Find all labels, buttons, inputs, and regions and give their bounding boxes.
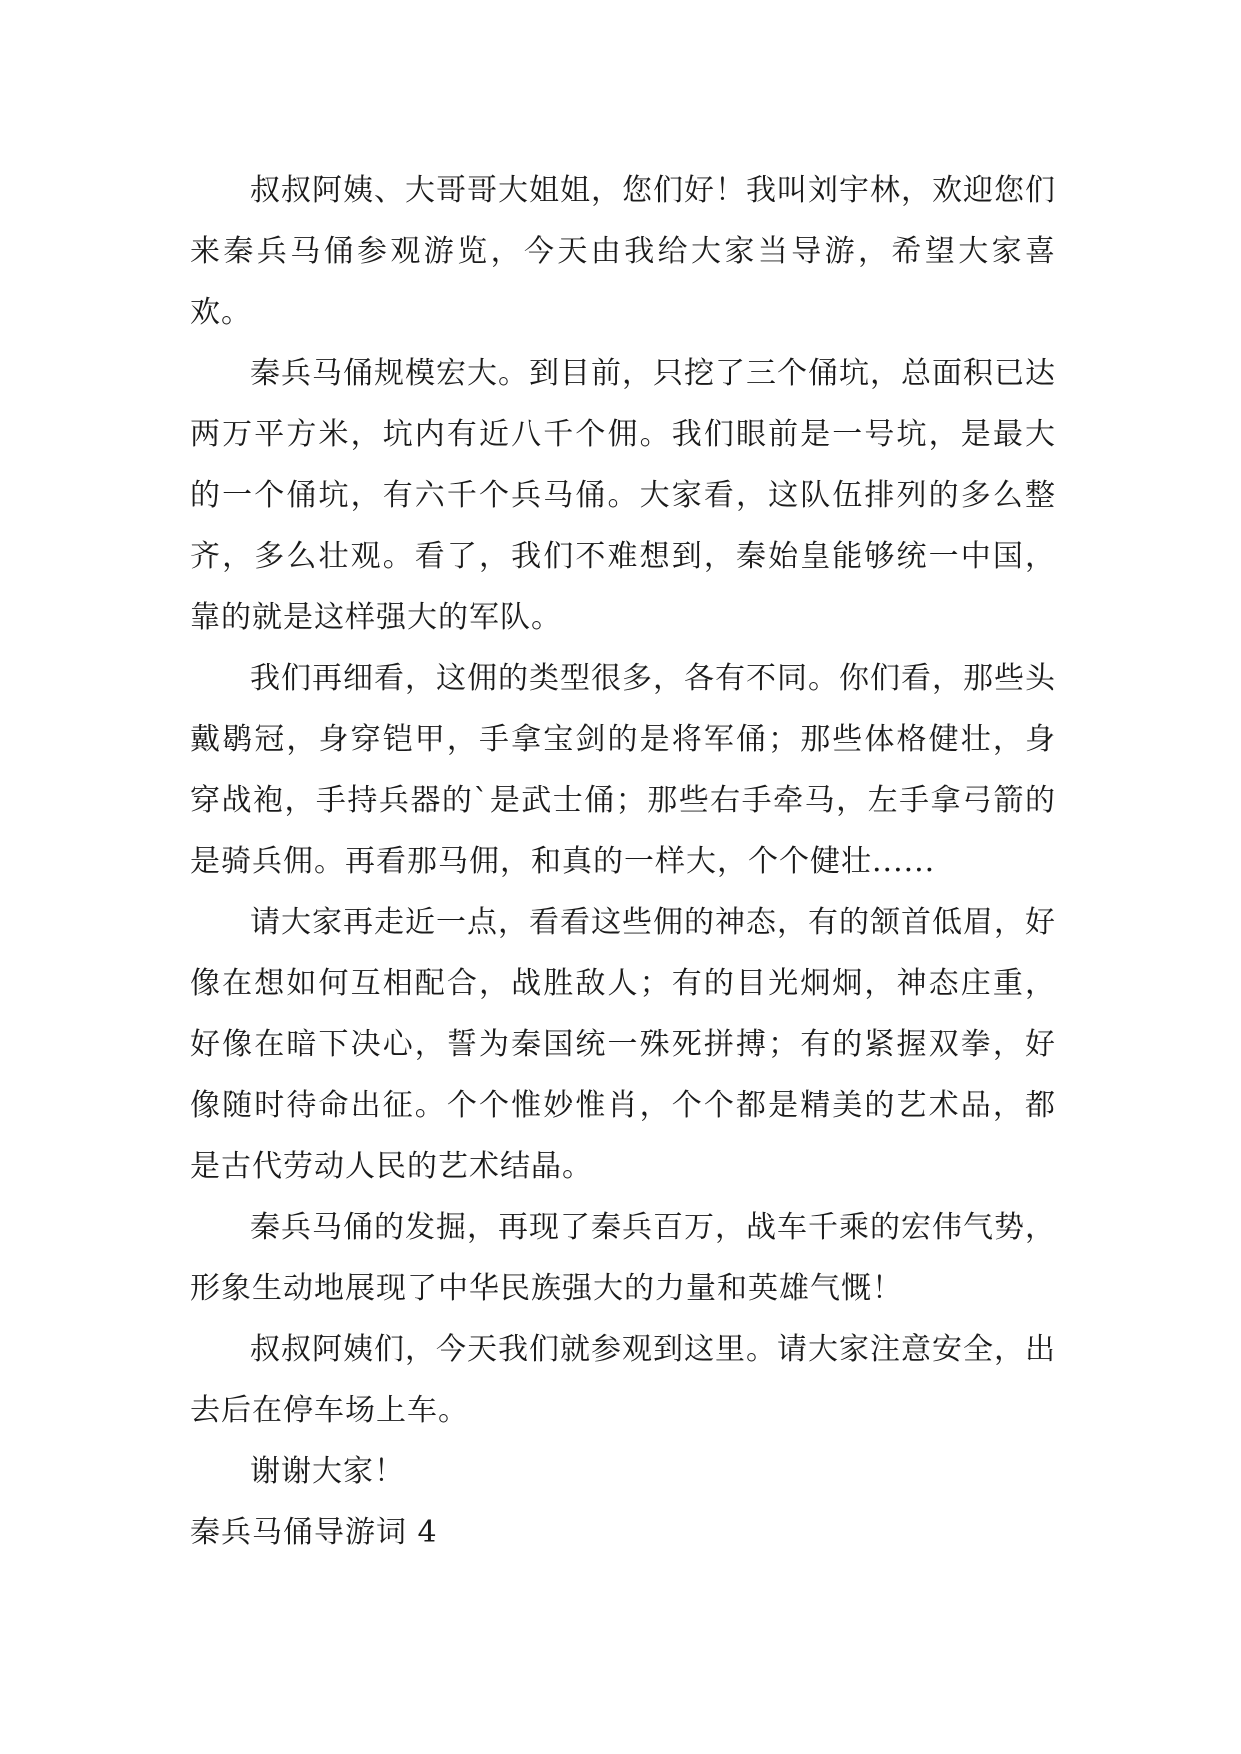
paragraph-thanks: 谢谢大家！	[250, 1454, 405, 1489]
document-body	[190, 160, 1056, 1563]
paragraph-expressions: 请大家再走近一点，看看这些佣的神态，有的颔首低眉，好像在想如何互相配合，战胜敌人；有的目光炯炯，神态庄重，好像在暗下决心，誓为秦国统一殊死拼搏；有的紧握双拳，好像随时待命出征。个个惟妙惟肖，个个都是精美的艺术品，都是古代劳动人民的艺术结晶。	[190, 905, 1056, 1184]
paragraph-farewell: 叔叔阿姨们，今天我们就参观到这里。请大家注意安全，出去后在停车场上车。	[190, 1332, 1056, 1428]
paragraph-scale: 秦兵马俑规模宏大。到目前，只挖了三个俑坑，总面积已达两万平方米，坑内有近八千个佣。我们眼前是一号坑，是最大的一个俑坑，有六千个兵马俑。大家看，这队伍排列的多么整齐，多么壮观。看了，我们不难想到，秦始皇能够统一中国，靠的就是这样强大的军队。	[190, 356, 1056, 635]
paragraph-types: 我们再细看，这佣的类型很多，各有不同。你们看，那些头戴鹖冠，身穿铠甲，手拿宝剑的是将军俑；那些体格健壮，身穿战袍，手持兵器的`是武士俑；那些右手牵马，左手拿弓箭的是骑兵佣。再看那马佣，和真的一样大，个个健壮......	[190, 661, 1056, 879]
section-heading: 秦兵马俑导游词 4	[190, 1515, 438, 1550]
paragraph-welcome: 叔叔阿姨、大哥哥大姐姐，您们好！我叫刘宇林，欢迎您们来秦兵马俑参观游览，今天由我给大家当导游，希望大家喜欢。	[190, 173, 1056, 330]
paragraph-significance: 秦兵马俑的发掘，再现了秦兵百万，战车千乘的宏伟气势，形象生动地展现了中华民族强大的力量和英雄气慨！	[190, 1210, 1056, 1306]
